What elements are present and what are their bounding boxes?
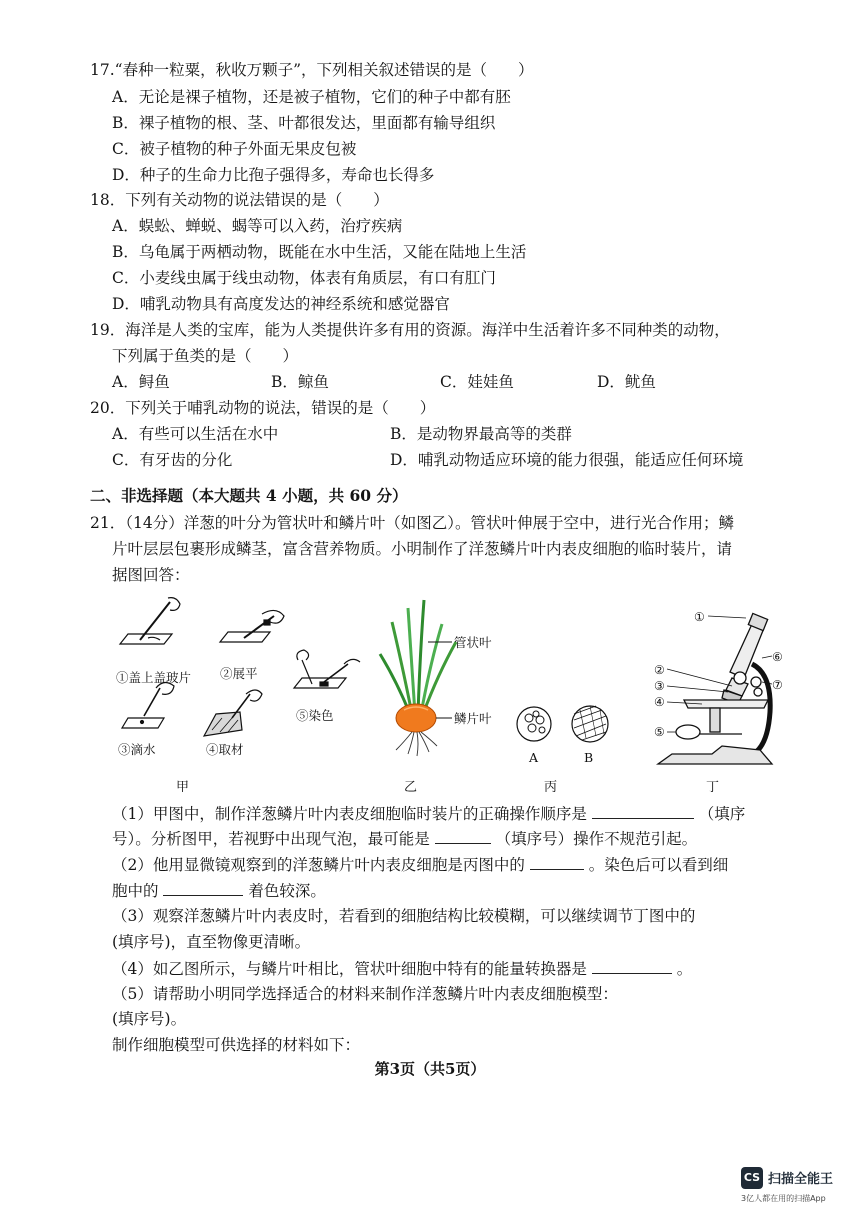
panel-label-ding: 丁: [706, 780, 720, 792]
q18-option-a: A．蜈蚣、蝉蜕、蝎等可以入药，治疗疾病: [112, 217, 403, 235]
microscope-part-3: ③: [654, 679, 665, 693]
answer-blank-3[interactable]: [530, 853, 584, 870]
cell-b-label: B: [584, 750, 594, 765]
microscope-part-6: ⑥: [772, 650, 783, 664]
q20-stem: 20．下列关于哺乳动物的说法，错误的是（ ）: [90, 399, 436, 417]
q21-part5-line2: (填序号)。: [112, 1010, 187, 1028]
q21-intro-line2: 片叶层层包裹形成鳞茎，富含营养物质。小明制作了洋葱鳞片叶内表皮细胞的临时装片，请: [112, 540, 733, 558]
microscope-part-4: ④: [654, 695, 665, 709]
answer-blank-4[interactable]: [163, 879, 243, 896]
microscope: [658, 613, 772, 764]
step1-label: ①盖上盖玻片: [116, 670, 192, 685]
answer-blank-1[interactable]: [592, 802, 694, 819]
q19-stem-line2: 下列属于鱼类的是（ ）: [112, 347, 299, 365]
q17-stem: 17.“春种一粒粟，秋收万颗子”，下列相关叙述错误的是（ ）: [90, 61, 534, 79]
q18-option-b: B．乌龟属于两栖动物，既能在水中生活，又能在陆地上生活: [112, 243, 527, 261]
q19-option-c: C．娃娃鱼: [440, 373, 514, 391]
step5-label: ⑤染色: [296, 708, 334, 723]
q21-part3-line2: (填序号)，直至物像更清晰。: [112, 933, 311, 951]
q17-option-c: C．被子植物的种子外面无果皮包被: [112, 140, 357, 158]
step4-label: ④取材: [206, 742, 244, 757]
step3-illustration: [122, 682, 174, 728]
step3-label: ③滴水: [118, 742, 156, 757]
step2-label: ②展平: [220, 666, 258, 681]
q20-option-b: B．是动物界最高等的类群: [390, 425, 572, 443]
panel-label-yi: 乙: [404, 780, 418, 792]
cell-a-label: A: [529, 750, 539, 765]
microscope-part-5: ⑤: [654, 725, 665, 739]
page-footer: 第3页（共5页）: [374, 1060, 486, 1078]
q18-stem: 18．下列有关动物的说法错误的是（ ）: [90, 191, 389, 209]
section-heading: 二、非选择题（本大题共 4 小题，共 60 分）: [90, 486, 408, 505]
q21-figure: [112, 594, 788, 792]
q21-part4: （4）如乙图所示，与鳞片叶相比，管状叶细胞中特有的能量转换器是 。: [112, 957, 692, 980]
step4-illustration: [204, 690, 262, 736]
q21-intro-line3: 据图回答：: [112, 566, 190, 584]
q19-stem-line1: 19．海洋是人类的宝库，能为人类提供许多有用的资源。海洋中生活着许多不同种类的动物，: [90, 321, 730, 339]
answer-blank-5[interactable]: [592, 957, 672, 974]
onion-roots: [396, 732, 437, 756]
q21-part3-line1: （3）观察洋葱鳞片叶内表皮时，若看到的细胞结构比较模糊，可以继续调节丁图中的: [112, 907, 696, 925]
q20-option-d: D．哺乳动物适应环境的能力很强，能适应任何环境: [390, 451, 744, 469]
tubular-leaf-label: 管状叶: [454, 635, 492, 650]
microscope-part-1: ①: [694, 610, 705, 624]
q21-part2-line1: （2）他用显微镜观察到的洋葱鳞片叶内表皮细胞是丙图中的 。染色后可以看到细: [112, 853, 728, 876]
q17-option-a: A．无论是裸子植物，还是被子植物，它们的种子中都有胚: [112, 88, 511, 106]
q20-option-c: C．有牙齿的分化: [112, 451, 233, 469]
step5-illustration: [294, 650, 360, 688]
q21-part1-line1: （1）甲图中，制作洋葱鳞片叶内表皮细胞临时装片的正确操作顺序是 （填序: [112, 802, 745, 825]
cell-view-a: [517, 707, 551, 741]
q19-option-d: D．鱿鱼: [597, 373, 656, 391]
q20-option-a: A．有些可以生活在水中: [112, 425, 279, 443]
answer-blank-2[interactable]: [435, 827, 491, 844]
q19-option-a: A．鲟鱼: [112, 373, 170, 391]
camscanner-name: 扫描全能王: [768, 1172, 834, 1187]
cell-view-b: [572, 706, 608, 742]
q21-part1-line2: 号）。分析图甲，若视野中出现气泡，最可能是 （填序号）操作不规范引起。: [112, 827, 697, 850]
camscanner-tagline: 3亿人都在用的扫描App: [741, 1194, 826, 1203]
q21-part5-line1: （5）请帮助小明同学选择适合的材料来制作洋葱鳞片叶内表皮细胞模型：: [112, 985, 618, 1003]
q18-option-d: D．哺乳动物具有高度发达的神经系统和感觉器官: [112, 295, 450, 313]
q17-option-d: D．种子的生命力比孢子强得多，寿命也长得多: [112, 166, 435, 184]
q19-option-b: B．鲸鱼: [271, 373, 329, 391]
panel-label-jia: 甲: [176, 780, 190, 792]
step2-illustration: [220, 610, 284, 642]
q21-part2-line2: 胞中的 着色较深。: [112, 879, 326, 902]
q18-option-c: C．小麦线虫属于线虫动物，体表有角质层，有口有肛门: [112, 269, 496, 287]
camscanner-logo: CS: [741, 1167, 763, 1189]
onion-leaves: [380, 600, 456, 714]
scale-leaf-label: 鳞片叶: [454, 711, 492, 726]
microscope-part-2: ②: [654, 663, 665, 677]
panel-label-bing: 丙: [544, 780, 558, 792]
q17-option-b: B．裸子植物的根、茎、叶都很发达，里面都有输导组织: [112, 114, 496, 132]
onion-bulb: [396, 704, 436, 732]
step1-illustration: [120, 598, 180, 644]
microscope-part-7: ⑦: [772, 678, 783, 692]
q21-intro-line1: 21．（14分）洋葱的叶分为管状叶和鳞片叶（如图乙）。管状叶伸展于空中，进行光合作用；鳞: [90, 514, 734, 532]
q21-materials-intro: 制作细胞模型可供选择的材料如下：: [112, 1036, 361, 1054]
